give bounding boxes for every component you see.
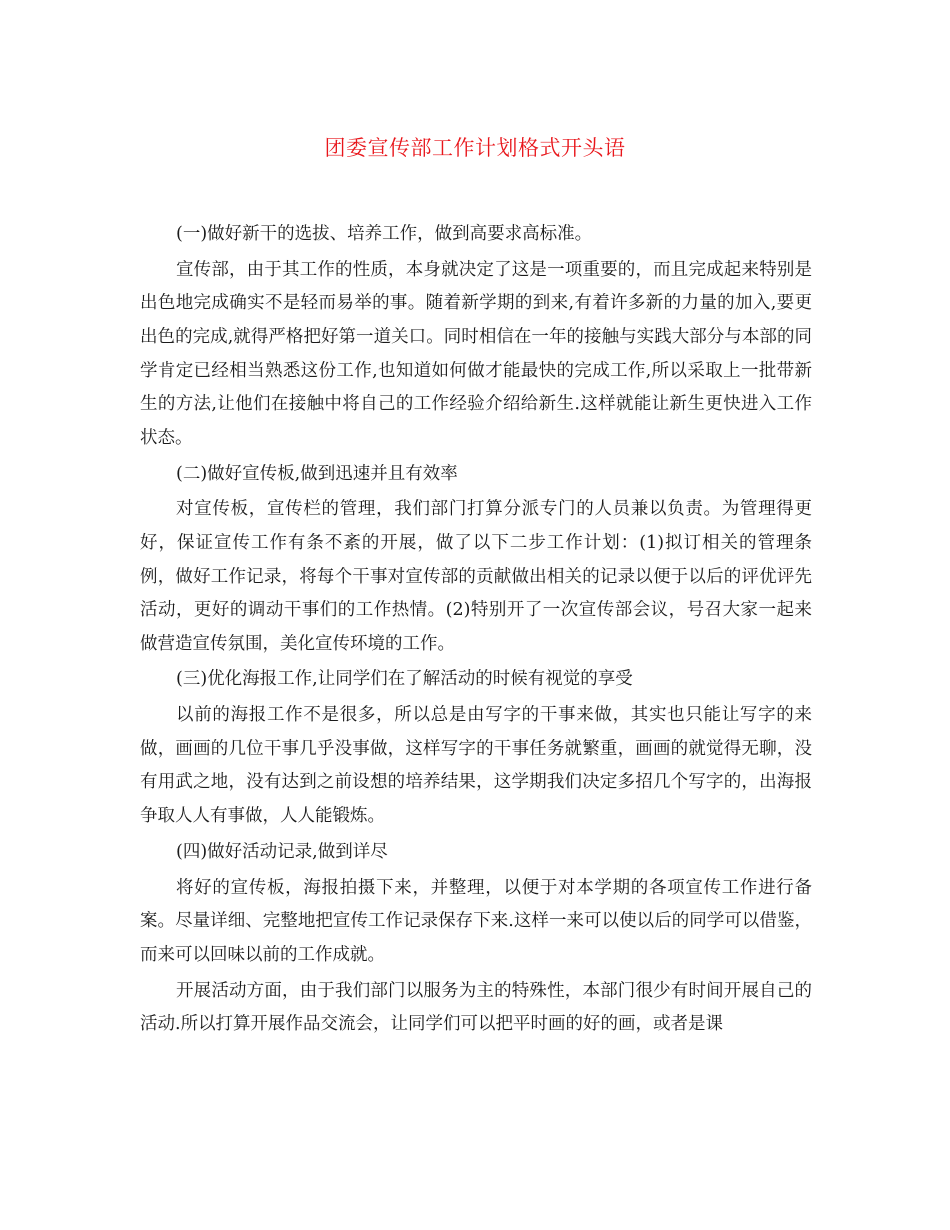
body-paragraph: 将好的宣传板，海报拍摄下来，并整理，以便于对本学期的各项宣传工作进行备案。尽量详细、完整地把宣传工作记录保存下来.这样一来可以使以后的同学可以借鉴，而来可以回味以前的工作成就。 [140, 877, 812, 965]
section-heading-1: (一)做好新干的选拔、培养工作，做到高要求高标准。 [176, 224, 593, 244]
body-paragraph: 对宣传板，宣传栏的管理，我们部门打算分派专门的人员兼以负责。为管理得更好，保证宣传工作有条不紊的开展，做了以下二步工作计划：(1)拟订相关的管理条例，做好工作记录，将每个干事对宣传部的贡献做出相关的记录以便于以后的评优评先活动，更好的调动干事们的工作热情。(2)特别开了一次宣传部会议，号召大家一起来做营造宣传氛围，美化宣传环境的工作。 [140, 499, 812, 654]
body-paragraph: 宣传部，由于其工作的性质，本身就决定了这是一项重要的，而且完成起来特别是出色地完成确实不是轻而易举的事。随着新学期的到来,有着许多新的力量的加入,要更出色的完成,就得严格把好第一道关口。同时相信在一年的接触与实践大部分与本部的同学肯定已经相当熟悉这份工作,也知道如何做才能最快的完成工作,所以采取上一批带新生的方法,让他们在接触中将自己的工作经验介绍给新生.这样就能让新生更快进入工作状态。 [140, 259, 812, 448]
section-heading-3: (三)优化海报工作,让同学们在了解活动的时候有视觉的享受 [176, 669, 633, 690]
body-paragraph: 开展活动方面，由于我们部门以服务为主的特殊性，本部门很少有时间开展自己的活动.所以打算开展作品交流会，让同学们可以把平时画的好的画，或者是课 [140, 980, 812, 1035]
document-body [140, 218, 812, 1044]
section-heading-4: (四)做好活动记录,做到详尽 [176, 841, 388, 862]
section-heading-2: (二)做好宣传板,做到迅速并且有效率 [176, 463, 458, 484]
body-paragraph: 以前的海报工作不是很多，所以总是由写字的干事来做，其实也只能让写字的来做，画画的几位干事几乎没事做，这样写字的干事任务就繁重，画画的就觉得无聊，没有用武之地，没有达到之前设想的培养结果，这学期我们决定多招几个写字的，出海报争取人人有事做，人人能锻炼。 [140, 705, 812, 827]
document-title: 团委宣传部工作计划格式开头语 [324, 136, 626, 160]
